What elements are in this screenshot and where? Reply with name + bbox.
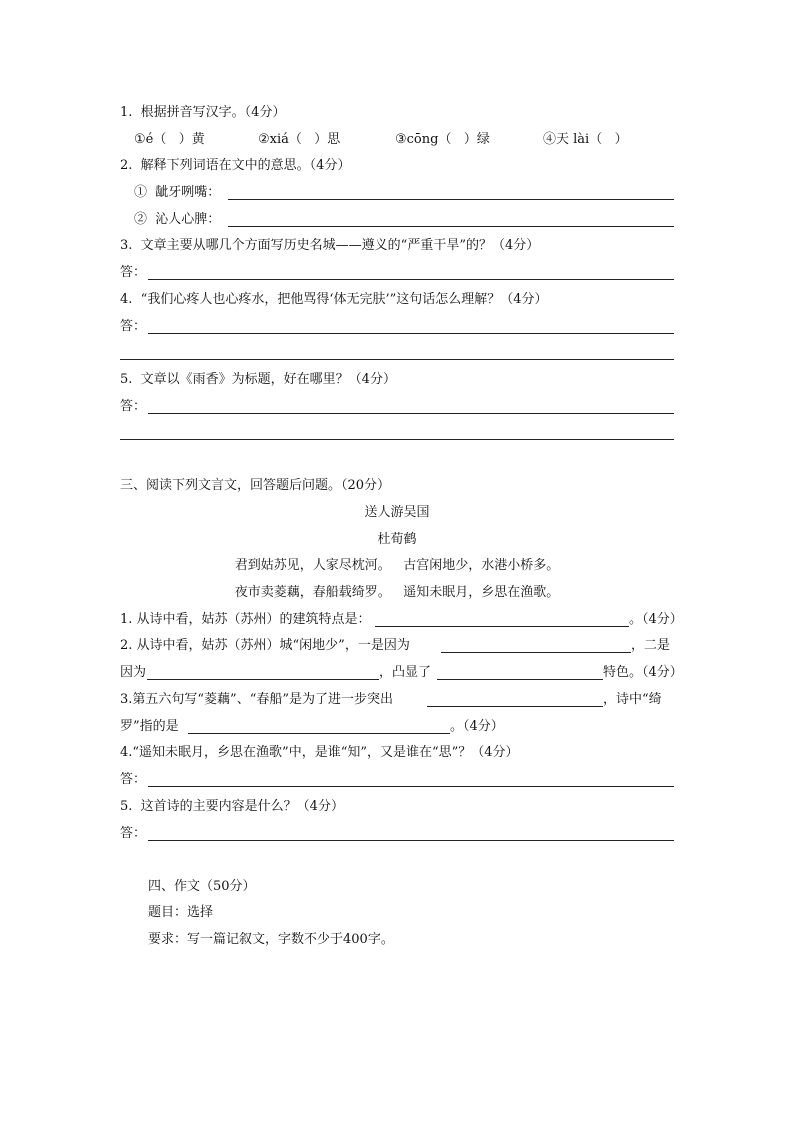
sq3-line1: 3.第五六句写“菱藕”、“春船”是为了进一步突出 xyxy=(120,692,393,707)
q5-title: 5. 文章以《雨香》为标题，好在哪里？（4分） xyxy=(120,372,396,387)
sq2-line2-b: ，凸显了 xyxy=(379,665,432,680)
poem-line-2: 夜市卖菱藕，春船载绮罗。 遥知未眠月，乡思在渔歌。 xyxy=(234,585,560,600)
essay-requirement: 要求：写一篇记叙文，字数不少于400字。 xyxy=(148,932,394,947)
answer-label: 答： xyxy=(120,772,147,787)
fill-blank[interactable] xyxy=(188,733,450,734)
q1-item-2: ②xiá（ ）思 xyxy=(258,132,341,147)
sq3-line2-a: 罗”指的是 xyxy=(120,719,179,734)
fill-blank[interactable] xyxy=(441,652,631,653)
answer-line[interactable] xyxy=(228,199,674,200)
fill-blank[interactable] xyxy=(375,626,629,627)
sq1-tail: 。（4分） xyxy=(629,612,683,627)
q1-item-3: ③cōng（ ）绿 xyxy=(395,132,490,147)
sq4-text: 4.“遥知未眠月，乡思在渔歌”中，是谁“知”，又是谁在“思”？（4分） xyxy=(120,745,519,760)
q1-item-1: ①é（ ）黄 xyxy=(134,132,205,147)
sq2-line1-tail: ，二是 xyxy=(631,638,671,653)
section3-heading: 三、阅读下列文言文，回答题后问题。（20分） xyxy=(120,478,391,493)
fill-blank[interactable] xyxy=(147,679,379,680)
essay-topic: 题目：选择 xyxy=(148,905,214,920)
sq5-text: 5. 这首诗的主要内容是什么？（4分） xyxy=(120,799,344,814)
answer-label: 答： xyxy=(120,319,147,334)
q2-item-2: ② 沁人心脾： xyxy=(134,212,221,227)
sq3-line2-tail: 。（4分） xyxy=(450,719,504,734)
q2-title: 2. 解释下列词语在文中的意思。（4分） xyxy=(120,158,351,173)
answer-label: 答： xyxy=(120,826,147,841)
answer-line[interactable] xyxy=(120,439,674,440)
answer-label: 答： xyxy=(120,399,147,414)
answer-line[interactable] xyxy=(120,359,674,360)
sq1-text: 1. 从诗中看，姑苏（苏州）的建筑特点是： xyxy=(120,612,371,627)
q3-title: 3. 文章主要从哪几个方面写历史名城——遵义的“严重干旱”的？（4分） xyxy=(120,238,540,253)
sq2-line2-a: 因为 xyxy=(120,665,147,680)
fill-blank[interactable] xyxy=(437,679,603,680)
sq2-line2-tail: 特色。（4分） xyxy=(603,665,683,680)
answer-line[interactable] xyxy=(148,840,674,841)
answer-line[interactable] xyxy=(148,786,674,787)
answer-line[interactable] xyxy=(228,226,674,227)
answer-label: 答： xyxy=(120,265,147,280)
q2-item-1: ① 龇牙咧嘴： xyxy=(134,185,221,200)
sq2-line1: 2. 从诗中看，姑苏（苏州）城“闲地少”，一是因为 xyxy=(120,638,410,653)
q4-title: 4. “我们心疼人也心疼水，把他骂得‘体无完肤’”这句话怎么理解？（4分） xyxy=(120,292,548,307)
poem-line-1: 君到姑苏见，人家尽枕河。 古宫闲地少，水港小桥多。 xyxy=(234,558,560,573)
section4-heading: 四、作文（50分） xyxy=(148,879,256,894)
q1-title: 1. 根据拼音写汉字。（4分） xyxy=(120,105,286,120)
poem-title: 送人游吴国 xyxy=(364,505,430,520)
answer-line[interactable] xyxy=(148,279,674,280)
answer-line[interactable] xyxy=(148,413,674,414)
q1-item-4: ④天 lài（ ） xyxy=(543,132,628,147)
poem-author: 杜荀鹤 xyxy=(377,532,417,547)
fill-blank[interactable] xyxy=(427,706,603,707)
sq3-line1-tail: ，诗中“绮 xyxy=(603,692,662,707)
answer-line[interactable] xyxy=(148,333,674,334)
